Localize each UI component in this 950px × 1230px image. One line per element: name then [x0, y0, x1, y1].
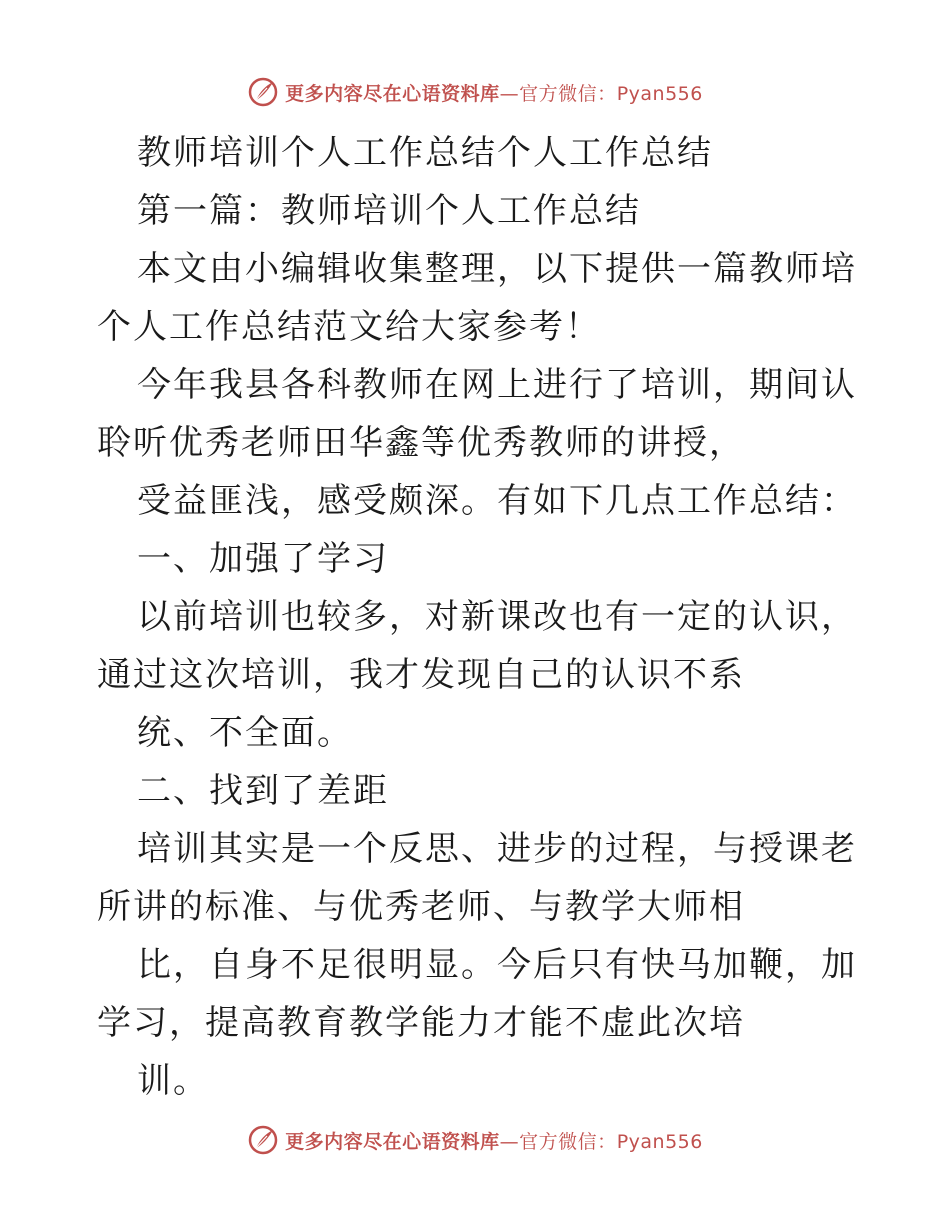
subheading: 一、加强了学习: [137, 539, 389, 579]
document-body: [97, 124, 857, 1110]
banner-wechat-label: 官方微信：: [519, 1130, 617, 1153]
feather-logo-icon: [247, 1124, 279, 1156]
banner-main-text: 更多内容尽在心语资料库: [285, 1130, 500, 1153]
paragraph-line: 受益匪浅，感受颇深。有如下几点工作总结：: [137, 481, 857, 521]
banner-wechat-id: Pyan556: [616, 82, 703, 105]
paragraph-line: 通过这次培训，我才发现自己的认识不系: [97, 655, 745, 695]
banner-dash: —: [499, 1130, 520, 1153]
paragraph-line: 统、不全面。: [137, 713, 353, 753]
paragraph-line: 个人工作总结范文给大家参考！: [97, 307, 601, 347]
paragraph-line: 比，自身不足很明显。今后只有快马加鞭，加: [137, 945, 857, 985]
paragraph-line: 以前培训也较多，对新课改也有一定的认识，: [137, 597, 857, 637]
footer-banner: [0, 1120, 950, 1160]
banner-wechat-id: Pyan556: [616, 1130, 703, 1153]
banner-text: [285, 1127, 703, 1154]
document-title: 教师培训个人工作总结个人工作总结: [137, 133, 713, 173]
feather-logo-icon: [247, 76, 279, 108]
paragraph-line: 培训其实是一个反思、进步的过程，与授课老: [137, 829, 857, 869]
section-heading: 第一篇：教师培训个人工作总结: [137, 191, 641, 231]
paragraph-line: 本文由小编辑收集整理，以下提供一篇教师培: [137, 249, 857, 289]
header-banner: [0, 72, 950, 112]
banner-main-text: 更多内容尽在心语资料库: [285, 82, 500, 105]
paragraph-line: 所讲的标准、与优秀老师、与教学大师相: [97, 887, 745, 927]
banner-text: [285, 79, 703, 106]
subheading: 二、找到了差距: [137, 771, 389, 811]
banner-dash: —: [499, 82, 520, 105]
paragraph-line: 聆听优秀老师田华鑫等优秀教师的讲授，: [97, 423, 745, 463]
paragraph-line: 学习，提高教育教学能力才能不虚此次培: [97, 1003, 745, 1043]
banner-wechat-label: 官方微信：: [519, 82, 617, 105]
paragraph-line: 训。: [137, 1061, 209, 1101]
paragraph-line: 今年我县各科教师在网上进行了培训，期间认: [137, 365, 857, 405]
